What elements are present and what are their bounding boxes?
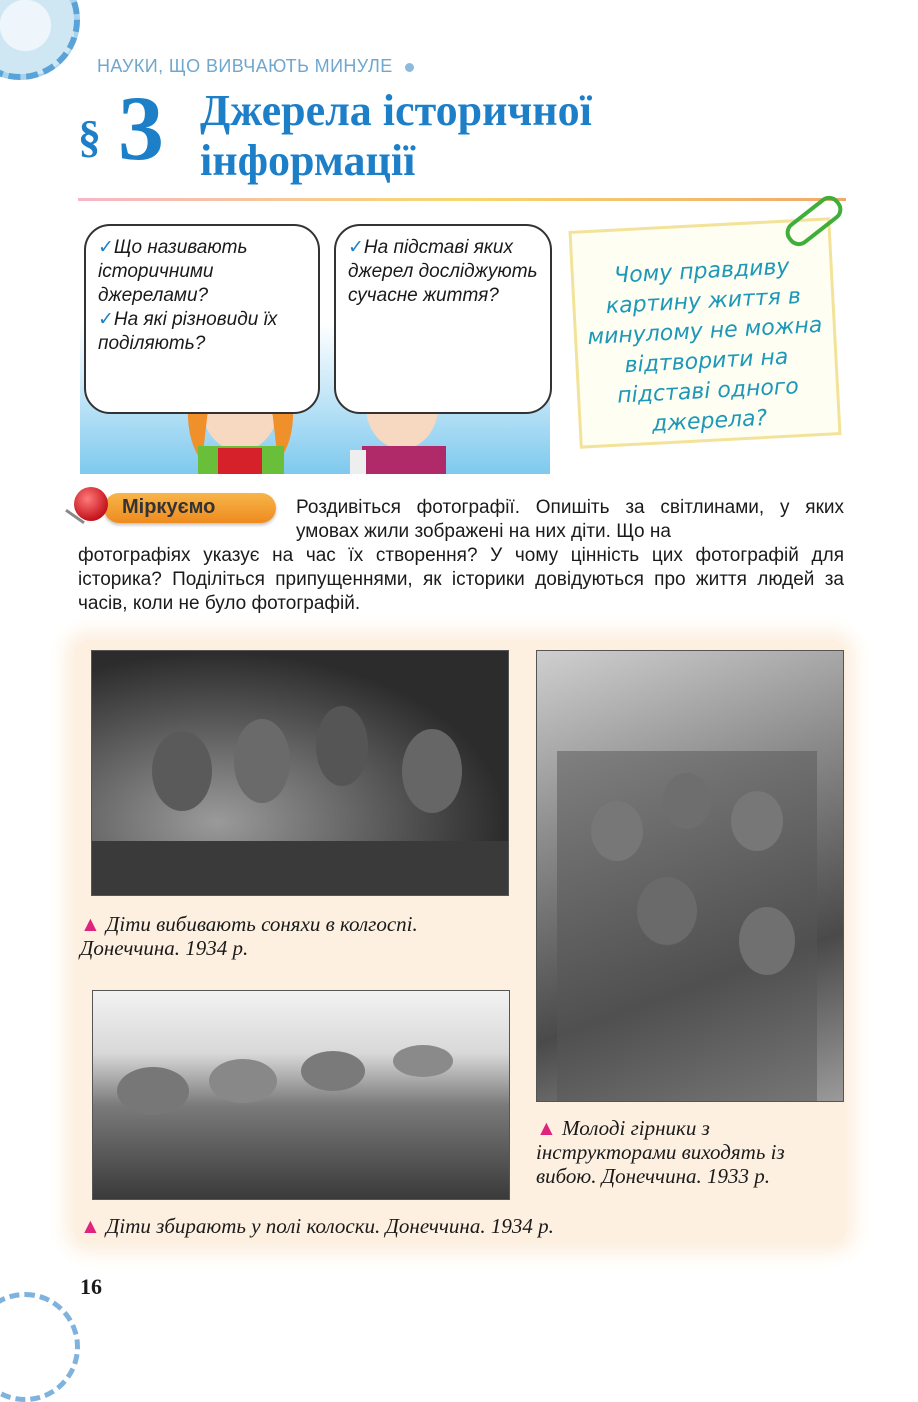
triangle-icon: ▲ <box>80 1214 101 1238</box>
page-number: 16 <box>80 1274 102 1299</box>
page-title-line1: Джерела історичної <box>200 86 592 135</box>
boy-vest <box>362 446 446 474</box>
check-icon: ✓ <box>98 309 114 330</box>
check-icon: ✓ <box>348 237 364 258</box>
page-title <box>200 86 820 186</box>
girl-overall <box>218 448 262 474</box>
caption-photo1 <box>80 912 500 960</box>
figure <box>739 907 795 975</box>
note-question: Чому правдиву картину життя в минулому не можна відтворити на підставі одного джерела? <box>586 254 823 437</box>
corner-decoration <box>0 0 80 80</box>
question-bubble-left <box>84 224 320 414</box>
caption-photo2 <box>536 1116 846 1188</box>
figure <box>301 1051 365 1091</box>
think-label: Міркуємо <box>122 496 216 518</box>
bubble-question: На які різновиди їх поділяють? <box>98 309 278 354</box>
figure <box>117 1067 189 1115</box>
triangle-icon: ▲ <box>80 912 101 936</box>
title-divider <box>78 198 846 201</box>
photo-children-field <box>92 990 510 1200</box>
photo-children-sunflowers <box>91 650 509 896</box>
photo-sunflowers-shapes <box>92 651 508 895</box>
bubble-question: Що називають історичними джерелами? <box>98 237 248 306</box>
bubble-question: На підставі яких джерел досліджують сучасне життя? <box>348 237 538 306</box>
photo-field-shapes <box>93 991 509 1199</box>
task-text-rest: фотографіях указує на час їх створення? У чому цінність цих фотографій для історика? Поділіться припущеннями, як історики довідуються про життя людей за часів, коли не було фотографій. <box>78 545 844 614</box>
figure <box>234 719 290 803</box>
boy-sleeve <box>350 450 366 474</box>
triangle-icon: ▲ <box>536 1116 557 1140</box>
check-icon: ✓ <box>98 237 114 258</box>
bullet-icon <box>405 63 414 72</box>
figure <box>393 1045 453 1077</box>
figure <box>316 706 368 786</box>
caption-photo3 <box>80 1214 780 1238</box>
figure <box>152 731 212 811</box>
running-head-text: НАУКИ, ЩО ВИВЧАЮТЬ МИНУЛЕ <box>97 56 393 76</box>
figure <box>402 729 462 813</box>
section-mark: § <box>78 111 101 162</box>
task-text-first: Роздивіться фотографії. Опишіть за світлинами, у яких умовах жили зображені на них діти. Що на <box>296 497 844 542</box>
corner-decoration-bottom <box>0 1292 80 1402</box>
photo-young-miners <box>536 650 844 1102</box>
caption-text: Діти вибивають соняхи в колгоспі. Донеччина. 1934 р. <box>80 912 418 960</box>
section-number: 3 <box>118 77 164 179</box>
caption-text: Діти збирають у полі колоски. Донеччина. 1934 р. <box>106 1214 554 1238</box>
figure <box>731 791 783 851</box>
page-title-line2: інформації <box>200 136 416 185</box>
running-head <box>97 56 414 77</box>
photo-miners-shapes <box>537 651 843 1101</box>
figure <box>209 1059 277 1103</box>
question-bubble-right <box>334 224 552 414</box>
task-text <box>78 496 844 616</box>
figure <box>591 801 643 861</box>
figure <box>663 773 711 829</box>
figure <box>637 877 697 945</box>
sticky-note <box>568 217 841 448</box>
ground <box>92 841 508 895</box>
caption-text: Молоді гірники з інструкторами виходять із вибою. Донеччина. 1933 р. <box>536 1116 785 1188</box>
